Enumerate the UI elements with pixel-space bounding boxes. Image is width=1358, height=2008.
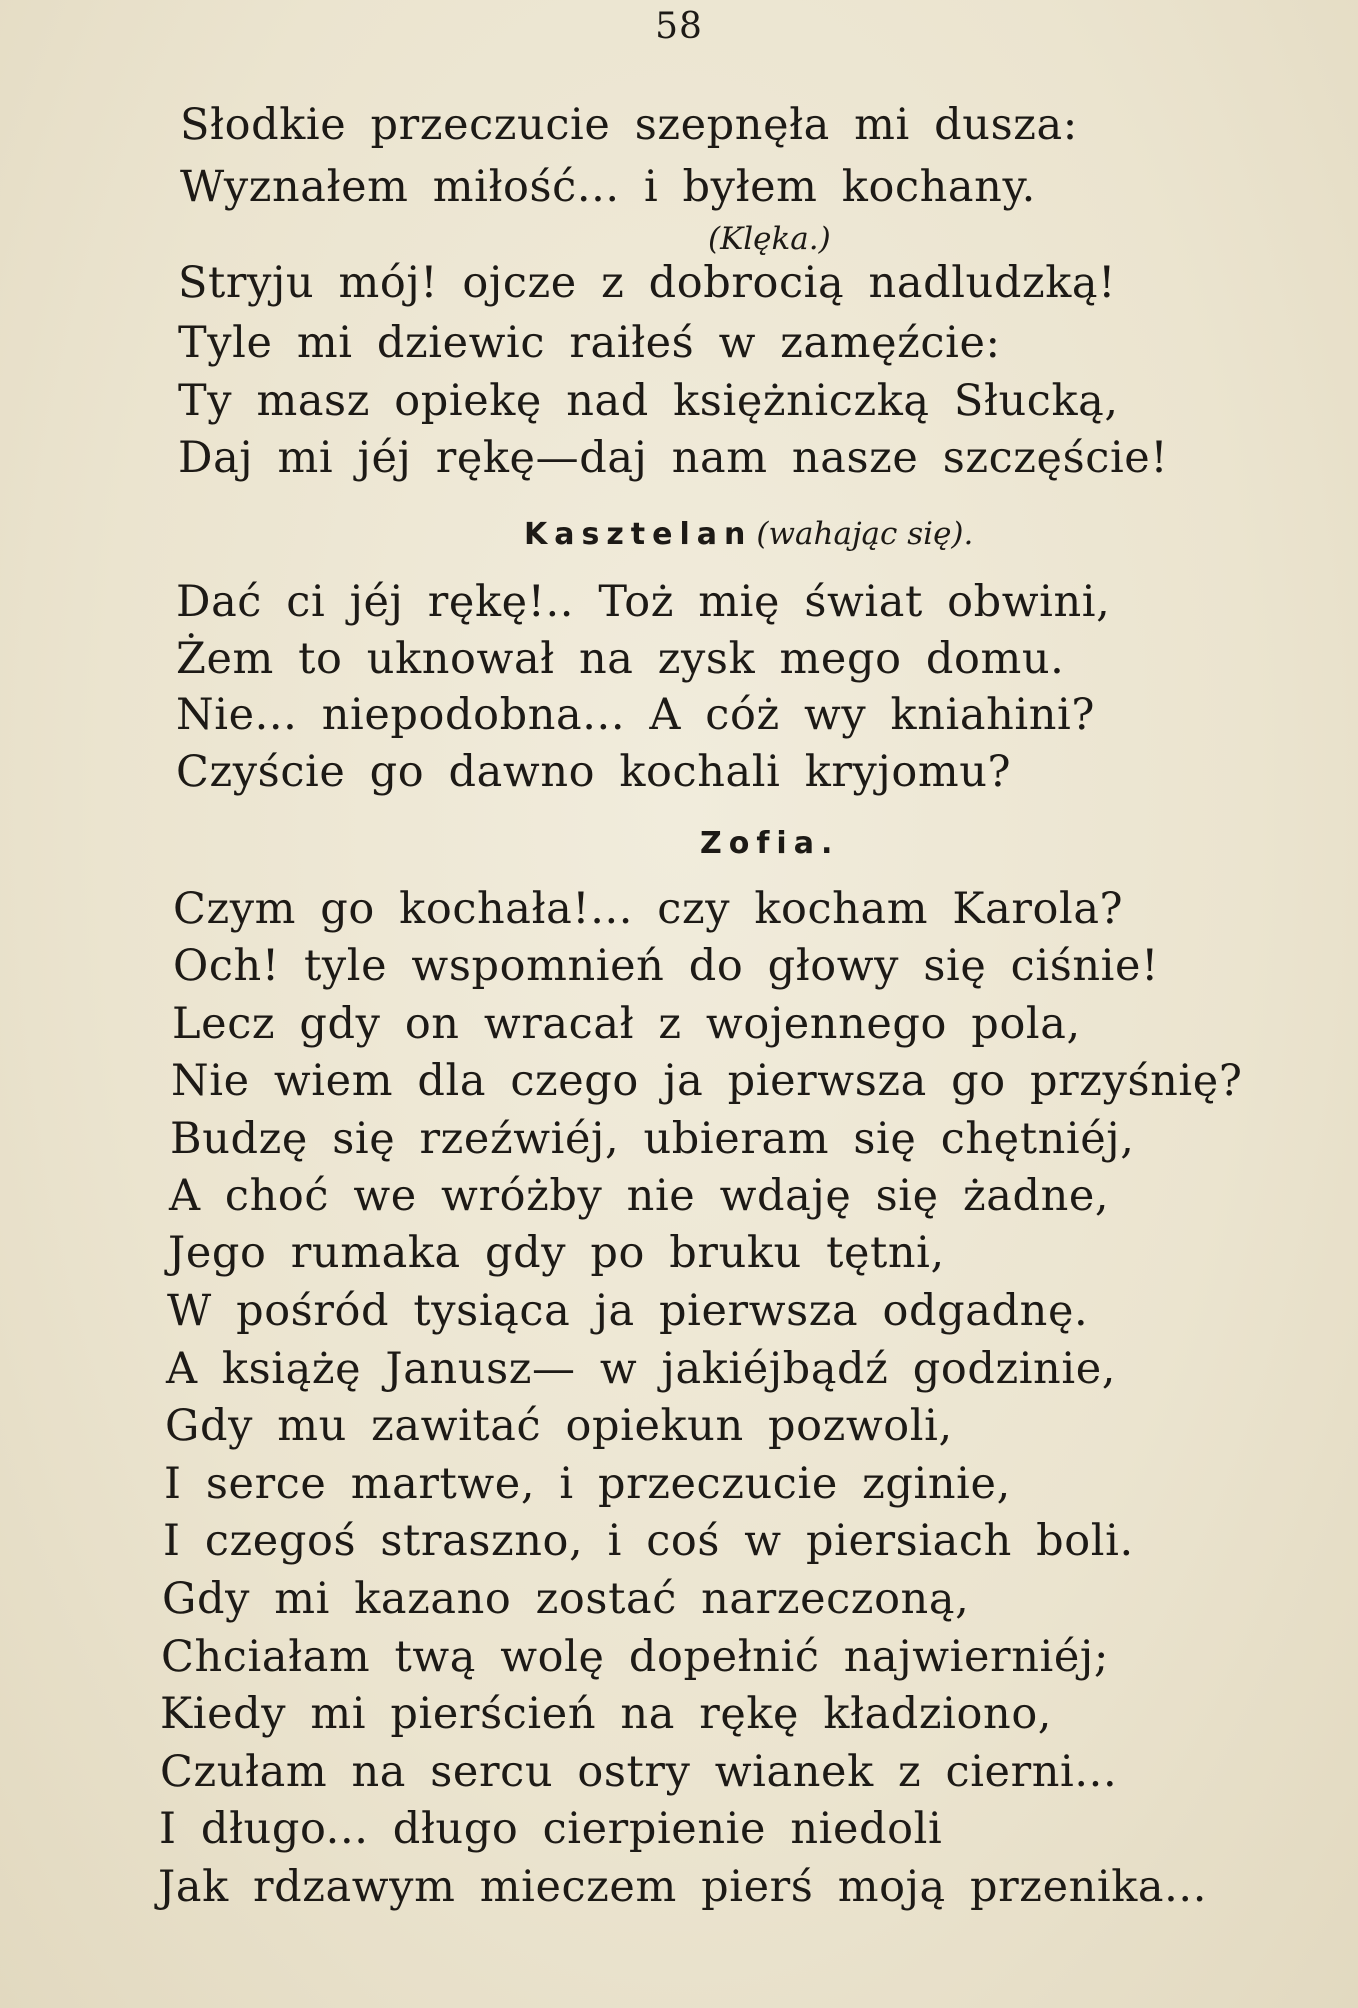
verse-line: Czułam na sercu ostry wianek z cierni...	[160, 1747, 1118, 1797]
verse-line: Żem to uknował na zysk mego domu.	[176, 634, 1065, 684]
speaker-name: Zofia.	[700, 826, 840, 861]
verse-line: Budzę się rzeźwiéj, ubieram się chętniéj,	[170, 1114, 1135, 1164]
verse-line: Nie... niepodobna... A cóż wy kniahini?	[176, 690, 1096, 740]
verse-line: Gdy mu zawitać opiekun pozwoli,	[165, 1401, 953, 1451]
verse-line: Jak rdzawym mieczem pierś moją przenika...	[158, 1862, 1207, 1912]
speaker-heading	[700, 826, 840, 861]
verse-line: Gdy mi kazano zostać narzeczoną,	[162, 1574, 970, 1624]
speaker-heading	[524, 516, 974, 552]
speaker-direction: (wahając się).	[756, 516, 974, 552]
page-number: 58	[655, 6, 703, 47]
verse-line: Kiedy mi pierścień na rękę kładziono,	[160, 1689, 1053, 1739]
stage-direction: (Klęka.)	[708, 221, 831, 257]
verse-line: I długo... długo cierpienie niedoli	[159, 1804, 943, 1854]
verse-line: A książę Janusz— w jakiéjbądź godzinie,	[166, 1344, 1117, 1394]
verse-line: Dać ci jéj rękę!.. Toż mię świat obwini,	[176, 577, 1111, 627]
verse-line: Wyznałem miłość... i byłem kochany.	[180, 162, 1036, 212]
verse-line: Czyście go dawno kochali kryjomu?	[176, 747, 1012, 797]
verse-line: Czym go kochała!... czy kocham Karola?	[173, 884, 1124, 934]
verse-line: Ty masz opiekę nad księżniczką Słucką,	[178, 376, 1119, 426]
verse-line: Och! tyle wspomnień do głowy się ciśnie!	[173, 941, 1159, 991]
verse-line: Słodkie przeczucie szepnęła mi dusza:	[180, 100, 1078, 150]
verse-line: Lecz gdy on wracał z wojennego pola,	[172, 999, 1081, 1049]
verse-line: W pośród tysiąca ja pierwsza odgadnę.	[167, 1286, 1089, 1336]
speaker-name: Kasztelan	[524, 517, 753, 552]
verse-line: Tyle mi dziewic raiłeś w zamęźcie:	[178, 318, 1001, 368]
verse-line: Stryju mój! ojcze z dobrocią nadludzką!	[178, 258, 1116, 308]
verse-line: A choć we wróżby nie wdaję się żadne,	[169, 1171, 1110, 1221]
verse-line: Nie wiem dla czego ja pierwsza go przyśnię?	[171, 1056, 1243, 1106]
verse-line: I serce martwe, i przeczucie zginie,	[164, 1459, 1011, 1509]
verse-line: Jego rumaka gdy po bruku tętni,	[168, 1228, 945, 1278]
verse-line: I czegoś straszno, i coś w piersiach boli.	[163, 1516, 1134, 1566]
verse-line: Daj mi jéj rękę—daj nam nasze szczęście!	[178, 433, 1169, 483]
verse-line: Chciałam twą wolę dopełnić najwierniéj;	[161, 1632, 1109, 1682]
